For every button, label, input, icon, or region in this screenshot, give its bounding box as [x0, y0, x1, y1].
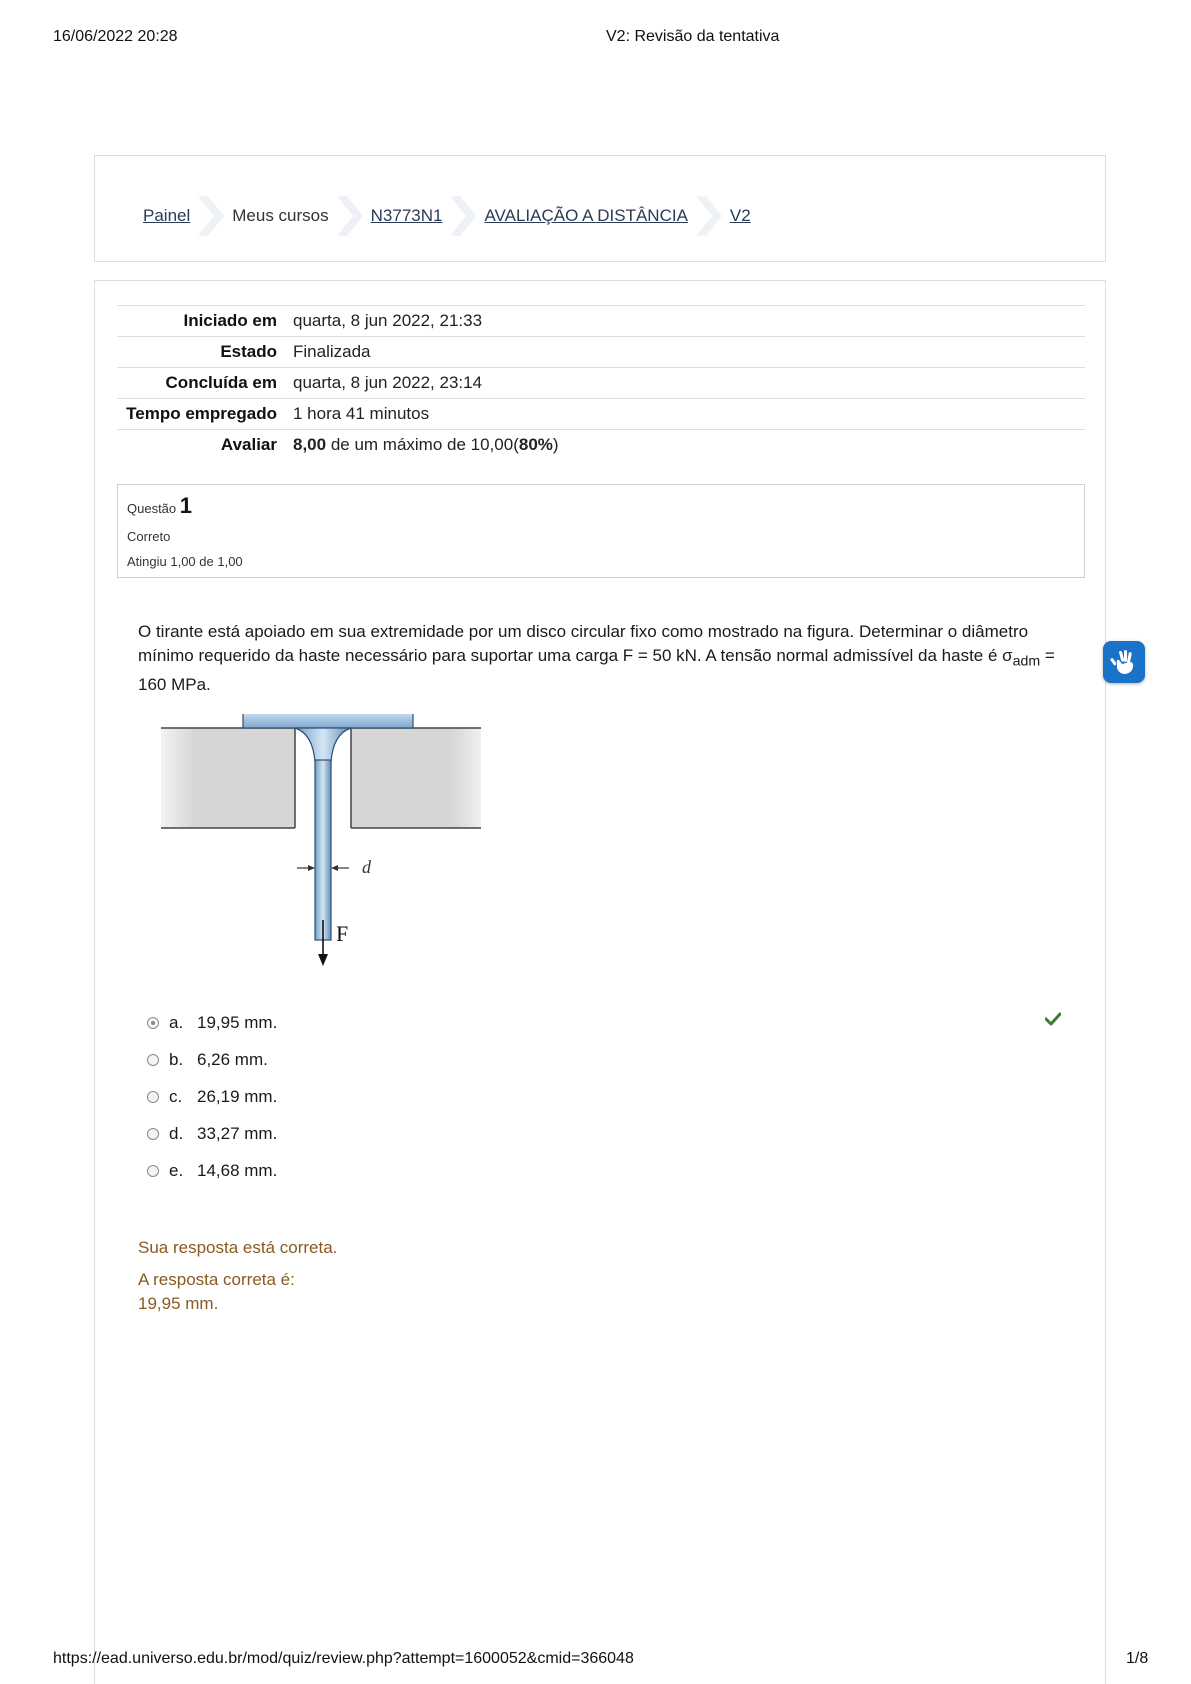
question-text-subscript: adm [1012, 653, 1041, 670]
rod-flare [295, 728, 351, 762]
question-number-line [127, 493, 1075, 519]
answer-option-d[interactable] [147, 1115, 1067, 1152]
sign-language-hand-icon [1103, 641, 1145, 683]
grade-percent: 80% [518, 435, 553, 454]
dimension-arrowhead-left [308, 865, 315, 871]
answer-text: 6,26 mm. [197, 1049, 268, 1069]
question-mark: Atingiu 1,00 de 1,00 [127, 554, 243, 569]
grade-close: ) [552, 435, 559, 454]
question-text-main: O tirante está apoiado em sua extremidade por um disco circular fixo como mostrado na figura. Determinar o diâmetro mínimo requerido da haste necessário para suportar uma carga F = 50 kN. A tensão normal admissível da haste é σ [138, 622, 1029, 665]
question-figure [161, 714, 481, 974]
print-date: 16/06/2022 20:28 [53, 28, 178, 45]
summary-value: quarta, 8 jun 2022, 23:14 [285, 368, 1085, 399]
answer-text: 19,95 mm. [197, 1012, 278, 1032]
grade-value [285, 430, 1085, 461]
summary-label: Avaliar [117, 430, 285, 461]
rod [315, 760, 331, 940]
breadcrumb-painel[interactable]: Painel [143, 206, 191, 225]
radio[interactable] [147, 1128, 159, 1140]
answer-option-e[interactable] [147, 1152, 1067, 1189]
answer-text: 14,68 mm. [197, 1160, 278, 1180]
grade-score: 8,00 [293, 435, 327, 454]
breadcrumb [143, 196, 751, 236]
answer-option-c[interactable] [147, 1078, 1067, 1115]
answer-letter: e. [169, 1160, 184, 1180]
dimension-arrowhead-right [331, 865, 338, 871]
summary-row [117, 368, 1085, 399]
feedback-correct-value: 19,95 mm. [138, 1294, 219, 1313]
radio[interactable] [147, 1054, 159, 1066]
breadcrumb-separator-icon [696, 196, 722, 236]
answer-option-a[interactable] [147, 1004, 1067, 1041]
question-number: 1 [179, 493, 193, 518]
summary-row-grade [117, 430, 1085, 461]
feedback-correct-label: A resposta correta é: [138, 1270, 295, 1289]
force-arrowhead [318, 954, 328, 966]
summary-value: 1 hora 41 minutos [285, 399, 1085, 430]
summary-row [117, 399, 1085, 430]
quiz-review-panel [94, 280, 1106, 1684]
summary-label: Concluída em [117, 368, 285, 399]
summary-label: Tempo empregado [117, 399, 285, 430]
accessibility-button[interactable] [1103, 641, 1145, 683]
summary-row [117, 337, 1085, 368]
breadcrumb-section[interactable]: AVALIAÇÃO A DISTÂNCIA [484, 206, 688, 225]
answer-list [147, 1004, 1067, 1189]
answer-letter: b. [169, 1049, 184, 1069]
answer-option-b[interactable] [147, 1041, 1067, 1078]
force-label-f: F [336, 921, 349, 946]
breadcrumb-separator-icon [337, 196, 363, 236]
breadcrumb-separator-icon [198, 196, 224, 236]
attempt-summary-table [117, 305, 1085, 460]
question-info [117, 484, 1085, 578]
radio[interactable] [147, 1091, 159, 1103]
radio[interactable] [147, 1165, 159, 1177]
question-state: Correto [127, 529, 171, 544]
grade-max-text: de um máximo de 10,00( [326, 435, 519, 454]
dimension-label-d: d [362, 857, 371, 877]
summary-label: Iniciado em [117, 306, 285, 337]
summary-label: Estado [117, 337, 285, 368]
summary-row [117, 306, 1085, 337]
print-page-number: 1/8 [1126, 1650, 1149, 1667]
summary-value: Finalizada [285, 337, 1085, 368]
check-icon [1045, 1012, 1061, 1026]
print-url: https://ead.universo.edu.br/mod/quiz/review.php?attempt=1600052&cmid=366048 [53, 1650, 634, 1667]
summary-value: quarta, 8 jun 2022, 21:33 [285, 306, 1085, 337]
answer-letter: c. [169, 1086, 183, 1106]
feedback-spacer [138, 1260, 337, 1268]
breadcrumb-course[interactable]: N3773N1 [370, 206, 443, 225]
print-title: V2: Revisão da tentativa [606, 28, 780, 45]
breadcrumb-separator-icon [450, 196, 476, 236]
question-text [138, 620, 1068, 697]
answer-letter: a. [169, 1012, 184, 1032]
breadcrumb-panel [94, 155, 1106, 262]
feedback-result: Sua resposta está correta. [138, 1238, 338, 1257]
support-block-right [351, 728, 481, 828]
support-block-left [161, 728, 295, 828]
answer-text: 26,19 mm. [197, 1086, 278, 1106]
question-text-end: = 160 MPa. [138, 646, 1055, 695]
answer-feedback [138, 1236, 337, 1316]
breadcrumb-quiz[interactable]: V2 [729, 206, 751, 225]
radio-selected[interactable] [147, 1017, 159, 1029]
circular-disk [243, 714, 413, 728]
answer-text: 33,27 mm. [197, 1123, 278, 1143]
breadcrumb-meus-cursos: Meus cursos [232, 206, 329, 225]
answer-letter: d. [169, 1123, 184, 1143]
question-prefix: Questão [127, 501, 177, 516]
